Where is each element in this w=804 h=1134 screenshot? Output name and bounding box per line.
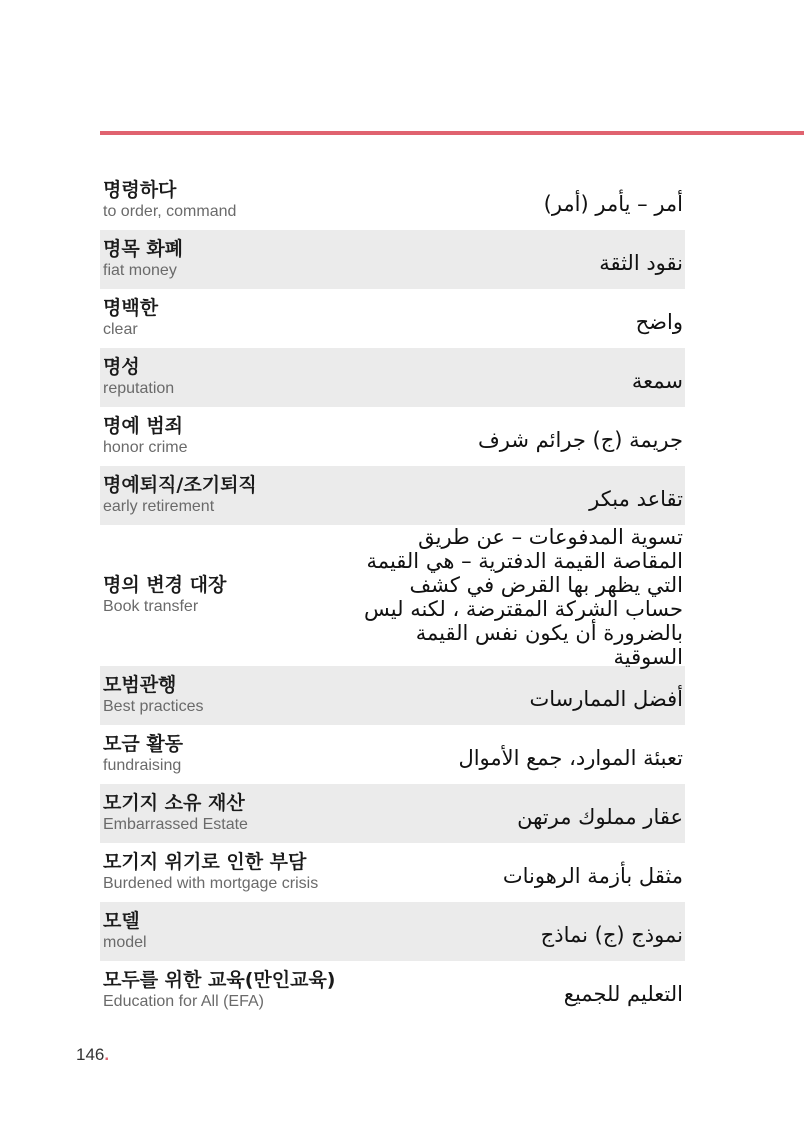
korean-term: 명목 화폐: [103, 238, 184, 260]
term-source: [103, 851, 318, 894]
korean-term: 모기지 소유 재산: [103, 792, 245, 814]
english-term: early retirement: [103, 498, 215, 515]
english-term: fundraising: [103, 757, 182, 774]
arabic-term: تسوية المدفوعات – عن طريق المقاصة القيمة الدفترية – هي القيمة التي يظهر بها القرض في كشف حساب الشركة المقترضة ، لكنه ليس بالضرورة أن يكون نفس القيمة السوقية: [364, 524, 683, 669]
english-term: Burdened with mortgage crisis: [103, 875, 319, 892]
glossary-entry: [100, 289, 685, 348]
korean-term: 모금 활동: [103, 733, 184, 755]
term-source: [103, 910, 147, 953]
english-term: honor crime: [103, 439, 188, 456]
glossary-entry: [100, 666, 685, 725]
arabic-term: أفضل الممارسات: [529, 686, 683, 711]
arabic-term: عقار مملوك مرتهن: [517, 804, 683, 829]
term-source: [103, 297, 158, 340]
term-source: [103, 238, 183, 281]
english-term: to order, command: [103, 203, 237, 220]
term-source: [103, 179, 236, 222]
korean-term: 명의 변경 대장: [103, 574, 227, 596]
english-term: Book transfer: [103, 598, 199, 615]
page-number: [76, 1045, 109, 1065]
page-number-value: 146: [76, 1045, 105, 1064]
glossary-entry: [100, 902, 685, 961]
term-source: [103, 969, 336, 1012]
english-term: reputation: [103, 380, 175, 397]
page-number-dot: .: [104, 1045, 110, 1064]
arabic-term: نموذج (ج) نماذج: [540, 922, 683, 947]
korean-term: 모범관행: [103, 674, 177, 696]
korean-term: 명령하다: [103, 179, 177, 201]
term-source: [103, 415, 187, 458]
term-source: [103, 474, 257, 517]
term-source: [103, 792, 248, 835]
english-term: model: [103, 934, 147, 951]
arabic-term: مثقل بأزمة الرهونات: [502, 863, 683, 888]
arabic-term: واضح: [635, 309, 683, 334]
korean-term: 모기지 위기로 인한 부담: [103, 851, 307, 873]
glossary-entry: [100, 961, 685, 1020]
glossary-entry: [100, 843, 685, 902]
arabic-term: تعبئة الموارد، جمع الأموال: [458, 745, 683, 770]
korean-term: 명예 범죄: [103, 415, 184, 437]
arabic-term: نقود الثقة: [599, 250, 683, 275]
term-source: [103, 574, 226, 617]
header-rule: [100, 131, 804, 135]
english-term: clear: [103, 321, 138, 338]
english-term: Best practices: [103, 698, 204, 715]
arabic-term: أمر – يأمر (أمر): [543, 191, 683, 216]
glossary-entry: [100, 230, 685, 289]
term-source: [103, 733, 183, 776]
glossary-table: [100, 171, 685, 1020]
korean-term: 명백한: [103, 297, 159, 319]
glossary-entry: [100, 466, 685, 525]
glossary-entry: [100, 171, 685, 230]
glossary-entry: [100, 524, 685, 669]
korean-term: 명성: [103, 356, 140, 378]
arabic-term: سمعة: [631, 368, 683, 393]
arabic-term: التعليم للجميع: [563, 981, 683, 1006]
arabic-term: تقاعد مبكر: [589, 486, 683, 511]
glossary-entry: [100, 407, 685, 466]
english-term: Education for All (EFA): [103, 993, 264, 1010]
glossary-entry: [100, 348, 685, 407]
term-source: [103, 356, 174, 399]
term-source: [103, 674, 203, 717]
english-term: Embarrassed Estate: [103, 816, 248, 833]
korean-term: 명예퇴직/조기퇴직: [103, 474, 257, 496]
arabic-term: جريمة (ج) جرائم شرف: [478, 427, 683, 452]
korean-term: 모두를 위한 교육(만인교육): [103, 969, 336, 991]
glossary-entry: [100, 784, 685, 843]
glossary-entry: [100, 725, 685, 784]
english-term: fiat money: [103, 262, 177, 279]
korean-term: 모델: [103, 910, 140, 932]
